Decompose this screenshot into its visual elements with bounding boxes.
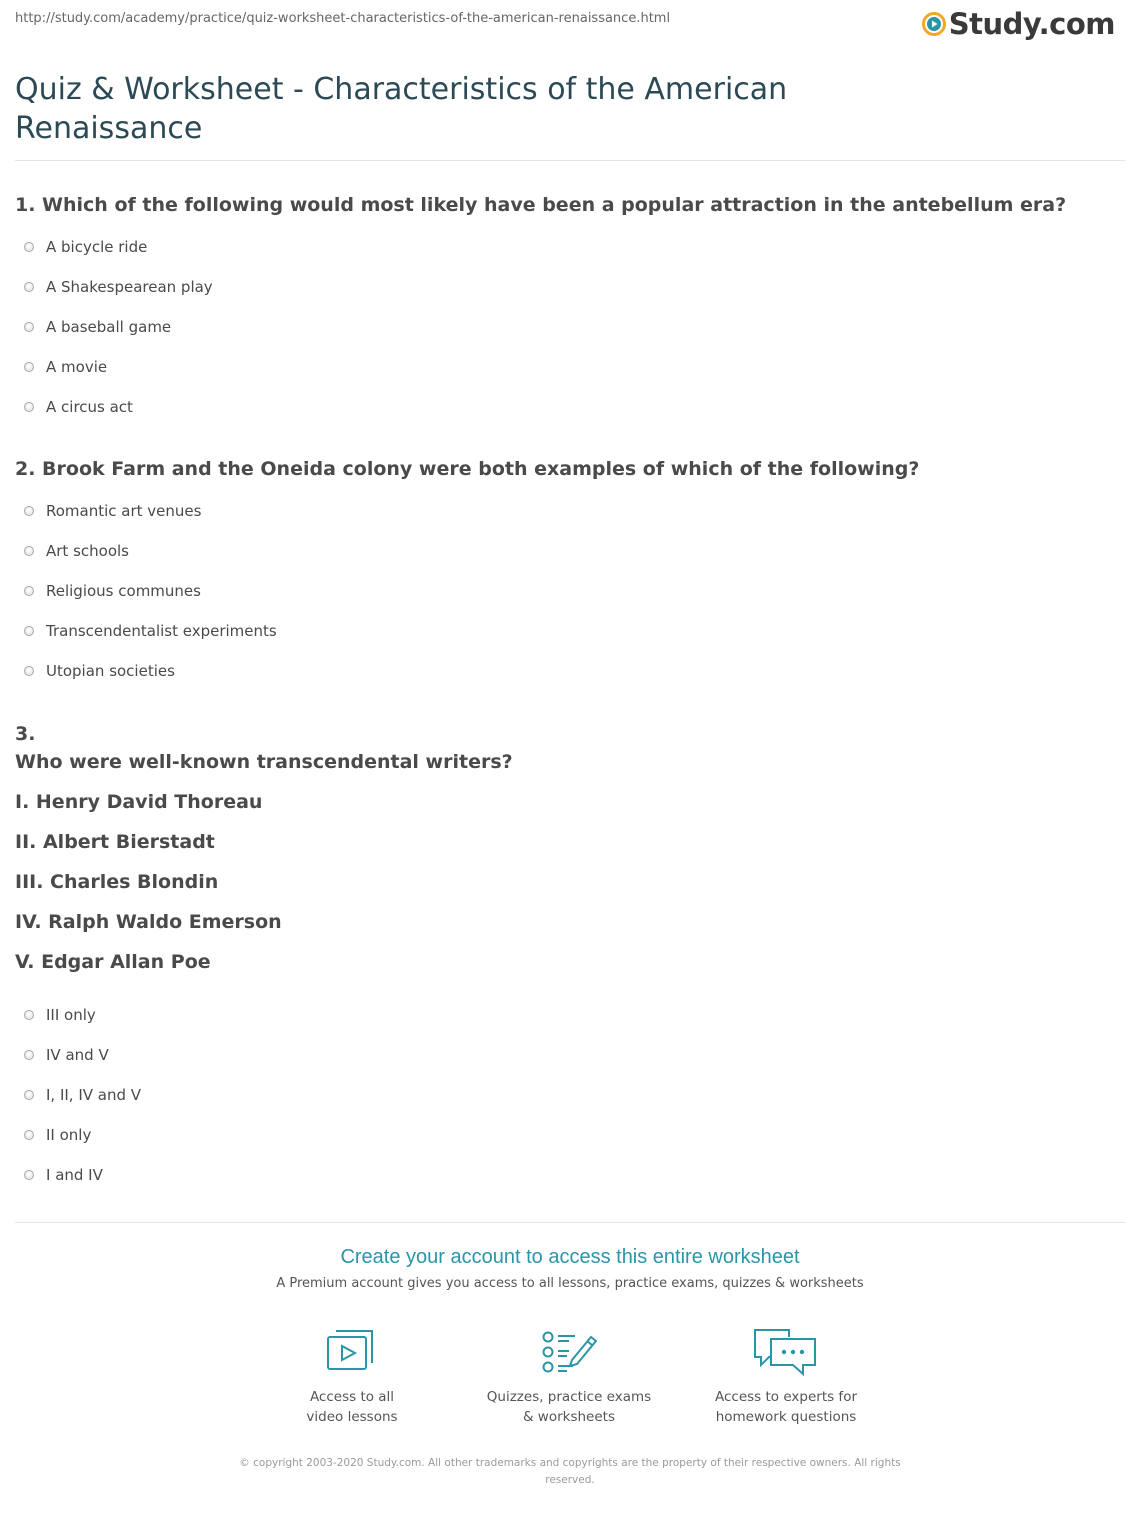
option-label: IV and V <box>46 1046 109 1064</box>
question-3-item: III. Charles Blondin <box>15 871 219 893</box>
radio-button[interactable] <box>24 626 34 636</box>
option-label: A baseball game <box>46 318 172 336</box>
radio-button[interactable] <box>24 1130 34 1140</box>
option-label: I, II, IV and V <box>46 1086 142 1104</box>
page-url: http://study.com/academy/practice/quiz-worksheet-characteristics-of-the-american-renaissance.html <box>15 11 671 26</box>
question-2: 2. Brook Farm and the Oneida colony were both examples of which of the following? <box>15 458 920 480</box>
answer-option[interactable] <box>24 541 129 561</box>
answer-option[interactable] <box>24 317 171 337</box>
study-logo-play-icon <box>922 12 946 36</box>
copyright-text: © copyright 2003-2020 Study.com. All other trademarks and copyrights are the property of their respective owners. All rights reserved. <box>239 1457 901 1486</box>
video-lessons-icon <box>324 1327 380 1377</box>
radio-button[interactable] <box>24 362 34 372</box>
radio-button[interactable] <box>24 546 34 556</box>
page-title: Quiz & Worksheet - Characteristics of the American Renaissance <box>15 72 788 146</box>
answer-option[interactable] <box>24 1125 91 1145</box>
feature-label: Access to all video lessons <box>306 1389 398 1425</box>
question-3: Who were well-known transcendental writers? <box>15 751 513 773</box>
divider <box>15 160 1125 161</box>
chat-experts-icon <box>753 1327 819 1377</box>
option-label: Romantic art venues <box>46 502 202 520</box>
answer-option[interactable] <box>24 277 213 297</box>
divider <box>15 1222 1125 1223</box>
radio-button[interactable] <box>24 506 34 516</box>
answer-option[interactable] <box>24 1045 109 1065</box>
option-label: Utopian societies <box>46 662 175 680</box>
feature-experts <box>686 1327 886 1427</box>
answer-option[interactable] <box>24 1085 141 1105</box>
answer-option[interactable] <box>24 1165 103 1185</box>
radio-button[interactable] <box>24 586 34 596</box>
logo-text: Study.com <box>948 7 1115 41</box>
feature-quizzes <box>469 1327 669 1427</box>
study-logo[interactable] <box>922 6 1115 42</box>
answer-option[interactable] <box>24 237 147 257</box>
answer-option[interactable] <box>24 1005 96 1025</box>
question-3-item: II. Albert Bierstadt <box>15 831 215 853</box>
option-label: I and IV <box>46 1166 103 1184</box>
premium-description: A Premium account gives you access to all lessons, practice exams, quizzes & worksheets <box>276 1276 864 1291</box>
question-1: 1. Which of the following would most likely have been a popular attraction in the antebellum era? <box>15 194 1067 216</box>
radio-button[interactable] <box>24 1050 34 1060</box>
radio-button[interactable] <box>24 1170 34 1180</box>
quiz-checklist-icon <box>539 1327 599 1377</box>
question-3-number: 3. <box>15 723 36 745</box>
radio-button[interactable] <box>24 666 34 676</box>
feature-label: Quizzes, practice exams & worksheets <box>486 1389 652 1425</box>
radio-button[interactable] <box>24 242 34 252</box>
feature-video-lessons <box>252 1327 452 1427</box>
answer-option[interactable] <box>24 581 201 601</box>
option-label: A movie <box>46 358 108 376</box>
feature-label: Access to experts for homework questions <box>714 1389 857 1425</box>
question-3-item: I. Henry David Thoreau <box>15 791 263 813</box>
answer-option[interactable] <box>24 357 107 377</box>
radio-button[interactable] <box>24 1090 34 1100</box>
option-label: A Shakespearean play <box>46 278 213 296</box>
radio-button[interactable] <box>24 1010 34 1020</box>
question-3-item: IV. Ralph Waldo Emerson <box>15 911 282 933</box>
answer-option[interactable] <box>24 501 201 521</box>
create-account-link[interactable]: Create your account to access this entire worksheet <box>340 1246 800 1268</box>
option-label: A circus act <box>46 398 133 416</box>
option-label: A bicycle ride <box>46 238 148 256</box>
answer-option[interactable] <box>24 661 175 681</box>
option-label: III only <box>46 1006 96 1024</box>
answer-option[interactable] <box>24 621 277 641</box>
radio-button[interactable] <box>24 282 34 292</box>
option-label: Transcendentalist experiments <box>46 622 277 640</box>
copyright <box>0 1455 1140 1489</box>
question-3-item: V. Edgar Allan Poe <box>15 951 211 973</box>
option-label: Religious communes <box>46 582 201 600</box>
option-label: II only <box>46 1126 92 1144</box>
radio-button[interactable] <box>24 402 34 412</box>
radio-button[interactable] <box>24 322 34 332</box>
option-label: Art schools <box>46 542 129 560</box>
answer-option[interactable] <box>24 397 133 417</box>
